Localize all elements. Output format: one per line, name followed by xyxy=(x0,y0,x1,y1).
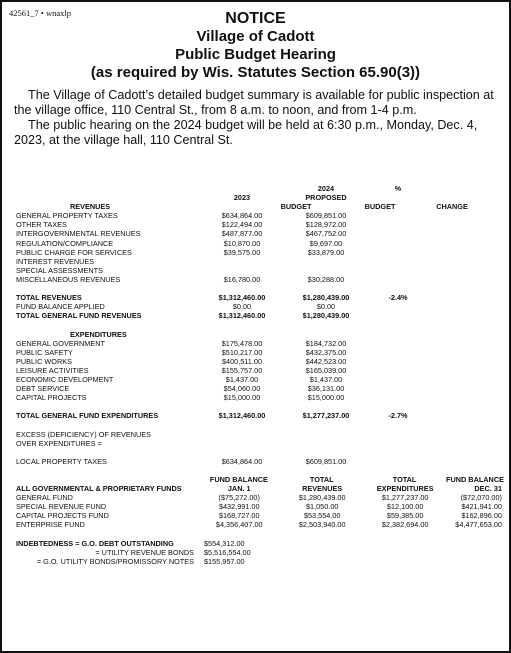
revenues-heading: REVENUES xyxy=(70,202,111,212)
header-dec: DEC. 31 xyxy=(474,484,502,494)
fund-name: SPECIAL REVENUE FUND xyxy=(16,502,107,512)
row-value-2023: $15,000.00 xyxy=(223,393,261,403)
revenue-total-rows xyxy=(16,293,502,320)
row-value-2023: $155,757.00 xyxy=(221,365,263,375)
fund-balance-dec: $162,896.00 xyxy=(461,511,502,521)
row-value-2024: $184,732.00 xyxy=(305,338,347,348)
table-row xyxy=(16,275,502,284)
row-value-2023: $634,864.00 xyxy=(221,211,263,221)
table-header-row xyxy=(16,202,502,211)
fund-total-revenues: $53,554.00 xyxy=(303,511,341,521)
fund-name: CAPITAL PROJECTS FUND xyxy=(16,511,109,521)
row-label: OTHER TAXES xyxy=(16,220,67,230)
notice-heading: NOTICE xyxy=(225,10,286,27)
row-value-2023: $122,494.00 xyxy=(221,220,263,230)
header-fund-balance-dec: FUND BALANCE xyxy=(446,475,504,484)
table-row xyxy=(16,384,502,393)
row-label: ECONOMIC DEVELOPMENT xyxy=(16,374,114,384)
expenditures-heading: EXPENDITURES xyxy=(70,329,127,339)
row-value-2023: $1,312,460.00 xyxy=(218,293,266,303)
fund-balance-dec: $421,941.00 xyxy=(461,502,502,512)
header-budget-2024: BUDGET xyxy=(364,202,396,212)
row-change xyxy=(368,229,428,238)
row-label: GENERAL GOVERNMENT xyxy=(16,338,105,348)
fund-balance-jan: ($75,272.00) xyxy=(218,493,260,503)
header-revenues: REVENUES xyxy=(302,484,343,494)
fund-balance-jan: $4,356,407.00 xyxy=(215,520,263,530)
fund-total-expenditures: $59,385.00 xyxy=(386,511,424,521)
table-row xyxy=(16,229,502,238)
table-row xyxy=(16,311,502,320)
row-value-2023: $10,870.00 xyxy=(223,238,261,248)
row-value-2023: $16,780.00 xyxy=(223,274,261,284)
table-row xyxy=(16,393,502,402)
row-label: FUND BALANCE APPLIED xyxy=(16,302,105,312)
table-section-row xyxy=(16,330,502,339)
row-value-2023 xyxy=(200,266,284,275)
debt-value: $155,957.00 xyxy=(204,556,245,566)
fund-name: ENTERPRISE FUND xyxy=(16,520,85,530)
header-fund-balance-jan: FUND BALANCE xyxy=(209,475,268,484)
row-value-2024: $609,851.00 xyxy=(305,211,347,221)
row-change: -2.4% xyxy=(388,293,408,303)
row-value-2024: $467,752.00 xyxy=(305,229,347,239)
table-row xyxy=(16,366,502,375)
table-row xyxy=(16,357,502,366)
fund-balance-jan: $432,991.00 xyxy=(218,502,260,512)
row-label: PUBLIC WORKS xyxy=(16,356,72,366)
fund-total-expenditures: $2,382,694.00 xyxy=(381,520,429,530)
table-row xyxy=(16,502,502,511)
row-label: SPECIAL ASSESSMENTS xyxy=(16,265,103,275)
intro-paragraph-availability: The Village of Cadott’s detailed budget summary is available for public inspection at the village office, 110 Central St., from 8 a.m. to noon, and from 1-4 p.m. xyxy=(14,88,494,117)
header-percent: % xyxy=(394,184,402,193)
row-value-2023: $1,437.00 xyxy=(225,374,259,384)
row-label: PUBLIC CHARGE FOR SERVICES xyxy=(16,247,132,257)
table-row xyxy=(16,248,502,257)
row-label: REGULATION/COMPLIANCE xyxy=(16,238,114,248)
table-header-row xyxy=(16,184,502,193)
row-label: DEBT SERVICE xyxy=(16,384,70,394)
debt-label: INDEBTEDNESS = G.O. DEBT OUTSTANDING xyxy=(16,538,174,548)
row-label: INTEREST REVENUES xyxy=(16,256,95,266)
row-label: TOTAL GENERAL FUND REVENUES xyxy=(16,311,142,321)
row-value-2024: $36,131.00 xyxy=(307,384,345,394)
row-label: GENERAL PROPERTY TAXES xyxy=(16,211,118,221)
table-row xyxy=(16,493,502,502)
funds-header-row xyxy=(16,475,502,484)
header-total-revenues: TOTAL xyxy=(309,475,334,484)
table-row xyxy=(16,239,502,248)
row-value-2024: $1,280,439.00 xyxy=(302,311,350,321)
notice-title: Public Budget Hearing xyxy=(175,46,336,63)
row-change xyxy=(368,302,428,311)
row-value-2024: $128,972.00 xyxy=(305,220,347,230)
header-total-expenditures: TOTAL xyxy=(392,475,417,484)
row-value-2024: $1,277,237.00 xyxy=(302,411,350,421)
row-label: TOTAL GENERAL FUND EXPENDITURES xyxy=(16,411,159,421)
row-label: TOTAL REVENUES xyxy=(16,293,82,303)
table-header-row xyxy=(16,193,502,202)
budget-table xyxy=(16,184,502,566)
row-value-2023: $634,864.00 xyxy=(221,456,263,466)
fund-name: GENERAL FUND xyxy=(16,493,73,503)
row-label: LEISURE ACTIVITIES xyxy=(16,365,89,375)
row-value-2023: $54,060.00 xyxy=(223,384,261,394)
table-row xyxy=(16,302,502,311)
row-change: -2.7% xyxy=(388,411,408,421)
funds-heading: ALL GOVERNMENTAL & PROPRIETARY FUNDS xyxy=(16,484,182,494)
debt-row xyxy=(16,557,502,566)
village-name: Village of Cadott xyxy=(196,28,315,45)
row-value-2024: $9,697.00 xyxy=(309,238,343,248)
row-change xyxy=(368,257,428,266)
row-value-2024: $442,523.00 xyxy=(305,356,347,366)
row-value-2024: $0.00 xyxy=(316,302,336,312)
header-budget-2023: BUDGET xyxy=(280,202,312,212)
row-label: INTERGOVERNMENTAL REVENUES xyxy=(16,229,141,239)
table-row xyxy=(16,257,502,266)
row-change xyxy=(368,211,428,220)
debt-value: $5,516,554.00 xyxy=(204,547,251,557)
row-value-2023: $1,312,460.00 xyxy=(218,411,266,421)
fund-balance-dec: ($72,070.00) xyxy=(460,493,502,503)
funds-header-row xyxy=(16,484,502,493)
debt-value: $554,312.00 xyxy=(204,538,245,548)
row-value-2023: $510,217.00 xyxy=(221,347,263,357)
row-label: PUBLIC SAFETY xyxy=(16,347,73,357)
expenditure-rows xyxy=(16,339,502,403)
fund-total-revenues: $1,050.00 xyxy=(305,502,339,512)
table-row xyxy=(16,439,502,448)
table-row xyxy=(16,220,502,229)
row-value-2024: $15,000.00 xyxy=(307,393,345,403)
row-value-2024: $1,280,439.00 xyxy=(302,293,350,303)
table-row xyxy=(16,411,502,420)
header-2023: 2023 xyxy=(233,193,251,203)
row-value-2024: $1,437.00 xyxy=(309,374,343,384)
debt-row xyxy=(16,539,502,548)
row-value-2023: $175,478.00 xyxy=(221,338,263,348)
fund-balance-jan: $168,727.00 xyxy=(218,511,260,521)
row-value-2023: $0.00 xyxy=(232,302,252,312)
row-value-2024 xyxy=(284,266,368,275)
table-row xyxy=(16,457,502,466)
excess-label-line2: OVER EXPENDITURES = xyxy=(16,438,102,448)
fund-total-revenues: $2,503,940.00 xyxy=(298,520,346,530)
table-row xyxy=(16,511,502,520)
row-value-2023: $400,511.00 xyxy=(221,356,263,366)
fund-balance-dec: $4,477,653.00 xyxy=(455,520,502,530)
revenue-rows xyxy=(16,211,502,284)
table-row xyxy=(16,211,502,220)
row-label: MISCELLANEOUS REVENUES xyxy=(16,274,121,284)
intro-paragraph-hearing: The public hearing on the 2024 budget will be held at 6:30 p.m., Monday, Dec. 4, 2023, at the village hall, 110 Central St. xyxy=(14,118,478,147)
row-value-2024: $165,039.00 xyxy=(305,365,347,375)
table-row xyxy=(16,339,502,348)
table-row xyxy=(16,348,502,357)
header-2024: 2024 xyxy=(317,184,335,193)
row-label: CAPITAL PROJECTS xyxy=(16,393,87,403)
row-change xyxy=(368,275,428,284)
row-value-2024: $30,288.00 xyxy=(307,274,345,284)
row-value-2023 xyxy=(200,257,284,266)
row-value-2023: $487,877.00 xyxy=(221,229,263,239)
row-value-2024: $432,375.00 xyxy=(305,347,347,357)
intro-text xyxy=(14,88,499,148)
debt-rows xyxy=(16,539,502,566)
statute-reference: (as required by Wis. Statutes Section 65.90(3)) xyxy=(90,64,421,81)
header-proposed: PROPOSED xyxy=(305,193,347,203)
row-change xyxy=(368,239,428,248)
row-value-2023: $1,312,460.00 xyxy=(218,311,266,321)
notice-reference-code: 42561_7 • wnaxlp xyxy=(9,8,71,18)
table-row xyxy=(16,266,502,275)
row-value-2024: $33,879.00 xyxy=(307,247,345,257)
debt-row xyxy=(16,548,502,557)
debt-label: = G.O. UTILITY BONDS/PROMISSORY NOTES xyxy=(36,556,194,566)
table-row xyxy=(16,293,502,302)
row-value-2024 xyxy=(284,257,368,266)
table-row xyxy=(16,520,502,529)
header-change: CHANGE xyxy=(436,202,468,212)
row-value-2024: $609,851.00 xyxy=(305,456,347,466)
row-change xyxy=(368,220,428,229)
fund-total-revenues: $1,280,439.00 xyxy=(298,493,346,503)
table-row xyxy=(16,375,502,384)
fund-total-expenditures: $12,100.00 xyxy=(386,502,424,512)
row-change xyxy=(368,266,428,275)
table-row xyxy=(16,430,502,439)
header-expenditures: EXPENDITURES xyxy=(376,484,434,494)
row-value-2023: $39,575.00 xyxy=(223,247,261,257)
row-change xyxy=(368,311,428,320)
row-change xyxy=(368,248,428,257)
header-jan: JAN. 1 xyxy=(227,484,251,494)
excess-label-line1: EXCESS (DEFICIENCY) OF REVENUES xyxy=(16,429,152,439)
debt-label: = UTILITY REVENUE BONDS xyxy=(95,547,194,557)
fund-rows xyxy=(16,493,502,529)
row-label: LOCAL PROPERTY TAXES xyxy=(16,456,107,466)
fund-total-expenditures: $1,277,237.00 xyxy=(381,493,429,503)
